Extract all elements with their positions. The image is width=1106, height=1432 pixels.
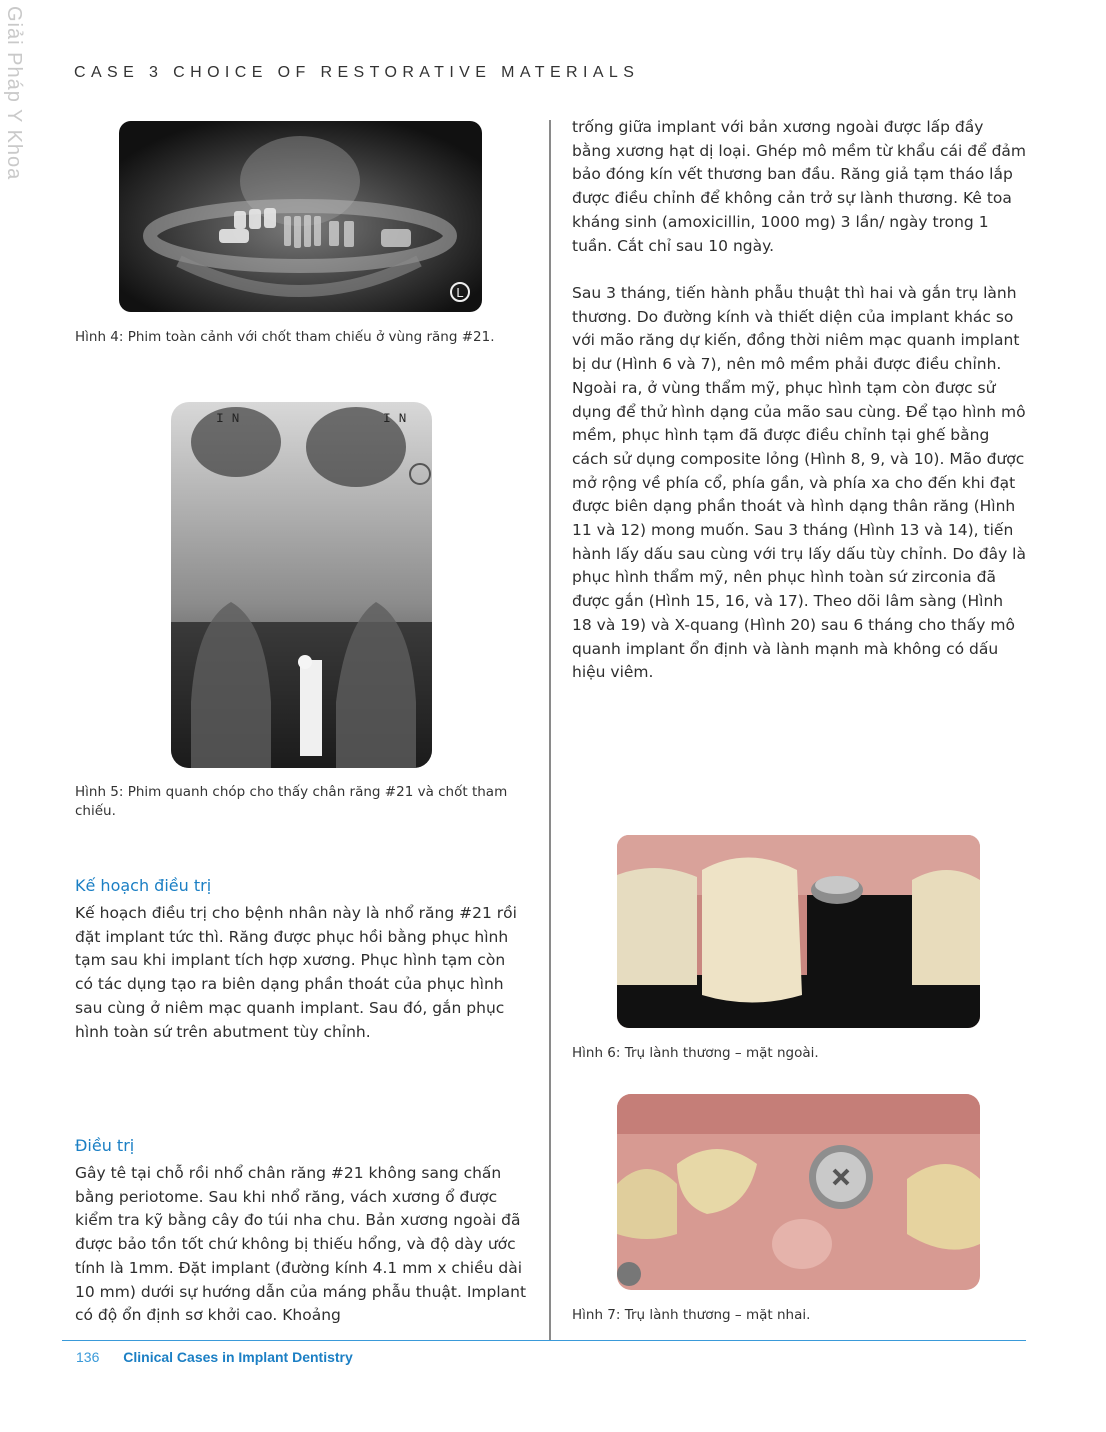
figure-7-healing-abutment-occlusal bbox=[617, 1094, 980, 1290]
figure-7-caption: Hình 7: Trụ lành thương – mặt nhai. bbox=[572, 1307, 811, 1323]
figure-4-panoramic-xray bbox=[119, 121, 482, 312]
treatment-text: Gây tê tại chỗ rồi nhổ chân răng #21 không sang chấn bằng periotome. Sau khi nhổ răng, vách xương ổ được kiểm tra kỹ bằng cây đo túi nha chu. Bản xương ngoài đã được bảo tồn tốt chứ không bị thiếu hổng, và độ dày ước tính là 1mm. Đặt implant (đường kính 4.1 mm x chiều dài 10 mm) dưới sự hướng dẫn của máng phẫu thuật. Implant có độ ổn định sơ khởi cao. Khoảng bbox=[75, 1164, 527, 1325]
treatment-plan-heading: Kế hoạch điều trị bbox=[75, 876, 212, 895]
film-marker-right: I N bbox=[383, 411, 407, 426]
figure-5-periapical-xray bbox=[171, 402, 432, 768]
column-divider bbox=[549, 120, 551, 1340]
treatment-plan-text: Kế hoạch điều trị cho bệnh nhân này là nhổ răng #21 rồi đặt implant tức thì. Răng được phục hồi bằng phục hình tạm sau khi implant tích hợp xương. Phục hình tạm còn có tác dụng tạo ra biên dạng phần thoát của phục hình sau cùng ở niêm mạc quanh implant. Sau đó, gắn phục hình toàn sứ trên abutment tùy chỉnh. bbox=[75, 904, 517, 1041]
figure-6-caption: Hình 6: Trụ lành thương – mặt ngoài. bbox=[572, 1045, 819, 1061]
film-marker-left: I N bbox=[216, 411, 240, 426]
figure-6-healing-abutment-buccal bbox=[617, 835, 980, 1028]
treatment-heading: Điều trị bbox=[75, 1136, 135, 1155]
footer-rule bbox=[62, 1340, 1026, 1341]
right-paragraph-2: Sau 3 tháng, tiến hành phẫu thuật thì hai và gắn trụ lành thương. Do đường kính và thiết diện của implant khác so với mão răng dự kiến, đồng thời niêm mạc quanh implant bị dư (Hình 6 và 7), nên mô mềm phải được điều chỉnh. Ngoài ra, ở vùng thẩm mỹ, phục hình tạm còn được sử dụng để thử hình dạng của mão sau cùng. Để tạo hình mô mềm, phục hình tạm đã được điều chỉnh tại ghế bằng cách sử dụng composite lỏng (Hình 8, 9, và 10). Mão được mở rộng về phía cổ, phía gần, và phía xa cho đến khi đạt được biên dạng phần thoát và hình dạng thân răng (Hình 11 và 12) mong muốn. Sau 3 tháng (Hình 13 và 14), tiến hành lấy dấu sau cùng với trụ lấy dấu tùy chỉnh. Do đây là phục hình thẩm mỹ, nên phục hình toàn sứ zirconia đã được gắn (Hình 15, 16, và 17). Theo dõi lâm sàng (Hình 18 và 19) và X-quang (Hình 20) sau 6 tháng cho thấy mô quanh implant ổn định và lành mạnh mà không có dấu hiệu viêm. bbox=[572, 284, 1026, 682]
running-head: CASE 3 CHOICE OF RESTORATIVE MATERIALS bbox=[74, 64, 640, 81]
xray-side-marker: L bbox=[456, 285, 464, 300]
figure-4-caption: Hình 4: Phim toàn cảnh với chốt tham chiếu ở vùng răng #21. bbox=[75, 329, 495, 345]
book-title: Clinical Cases in Implant Dentistry bbox=[123, 1349, 353, 1365]
figure-5-caption: Hình 5: Phim quanh chóp cho thấy chân răng #21 và chốt tham chiếu. bbox=[75, 784, 508, 819]
watermark-text: Giải Pháp Y Khoa bbox=[3, 6, 25, 181]
page-number: 136 bbox=[76, 1349, 100, 1365]
right-paragraph-1: trống giữa implant với bản xương ngoài được lấp đầy bằng xương hạt dị loại. Ghép mô mềm từ khẩu cái để đảm bảo đóng kín vết thương ban đầu. Răng giả tạm tháo lắp được điều chỉnh để không cản trở sự lành thương. Kê toa kháng sinh (amoxicillin, 1000 mg) 3 lần/ ngày trong 1 tuần. Cắt chỉ sau 10 ngày. bbox=[572, 118, 1027, 255]
watermark bbox=[0, 0, 26, 240]
footer bbox=[76, 1349, 353, 1365]
